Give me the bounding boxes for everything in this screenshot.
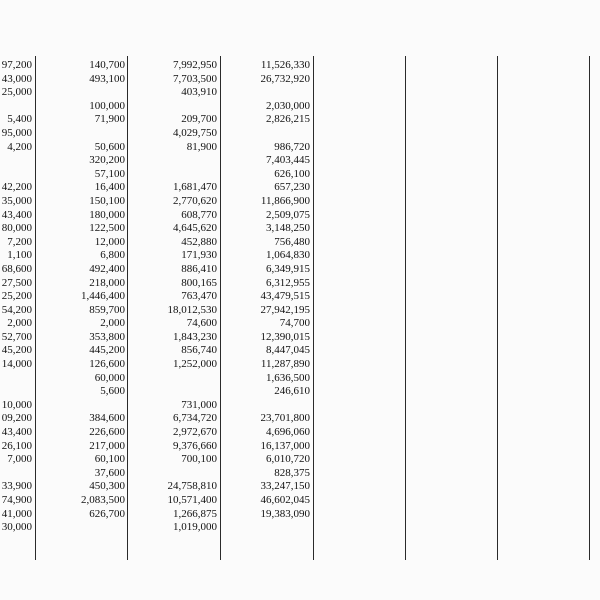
ledger-cell: 217,000	[89, 439, 125, 452]
column-rule	[497, 56, 498, 560]
ledger-cell: 14,000	[1, 358, 32, 371]
ledger-cell: 800,165	[181, 276, 217, 289]
ledger-cell: 2,826,215	[266, 113, 310, 126]
ledger-cell: 1,266,875	[173, 507, 217, 520]
column-rule	[589, 56, 590, 560]
ledger-cell: 2,000	[7, 317, 32, 330]
amount-column-3	[130, 59, 217, 535]
ledger-cell: 25,200	[1, 290, 32, 303]
ledger-cell	[222, 521, 310, 535]
ledger-cell: 763,470	[181, 290, 217, 303]
ledger-cell: 11,287,890	[260, 358, 310, 371]
ledger-cell: 886,410	[181, 262, 217, 275]
ledger-cell: 2,083,500	[81, 494, 125, 506]
ledger-cell	[130, 168, 217, 182]
ledger-cell: 18,012,530	[167, 303, 217, 316]
amount-column-1	[0, 59, 32, 535]
ledger-cell: 26,732,920	[260, 72, 310, 85]
ledger-cell: 1,019,000	[173, 521, 217, 534]
ledger-cell	[0, 154, 32, 168]
ledger-cell: 23,701,800	[260, 412, 310, 425]
ledger-cell: 43,400	[1, 426, 32, 439]
ledger-cell: 30,000	[1, 521, 32, 534]
ledger-cell: 731,000	[181, 398, 217, 411]
ledger-cell: 608,770	[181, 208, 217, 221]
ledger-cell: 1,100	[7, 249, 32, 262]
ledger-cell	[130, 154, 217, 168]
ledger-cell: 493,100	[89, 72, 125, 85]
ledger-cell: 16,137,000	[260, 439, 310, 452]
ledger-cell: 3,148,250	[266, 222, 310, 235]
ledger-cell: 126,600	[89, 358, 125, 371]
ledger-cell: 1,843,230	[173, 330, 217, 343]
ledger-cell: 828,375	[274, 466, 310, 479]
ledger-cell: 2,972,670	[173, 426, 217, 439]
ledger-cell: 71,900	[94, 113, 125, 126]
ledger-cell: 700,100	[181, 453, 217, 466]
ledger-cell: 657,230	[274, 181, 310, 194]
ledger-cell: 4,200	[7, 140, 32, 153]
ledger-cell: 09,200	[1, 412, 32, 425]
ledger-cell: 2,000	[100, 317, 125, 330]
ledger-cell: 41,000	[1, 507, 32, 520]
ledger-cell: 25,000	[1, 86, 32, 99]
ledger-cell	[222, 86, 310, 100]
ledger-cell: 2,030,000	[266, 99, 310, 112]
ledger-cell: 74,700	[279, 317, 310, 330]
ledger-cell: 68,600	[1, 262, 32, 275]
ledger-cell: 57,100	[94, 167, 125, 180]
ledger-cell: 6,349,915	[266, 262, 310, 275]
ledger-cell: 403,910	[181, 86, 217, 99]
ledger-cell: 37,600	[94, 466, 125, 479]
ledger-cell	[0, 467, 32, 481]
ledger-cell: 95,000	[1, 126, 32, 139]
ledger-cell: 9,376,660	[173, 439, 217, 452]
ledger-cell	[0, 372, 32, 386]
ledger-cell: 7,992,950	[173, 59, 217, 71]
ledger-cell	[40, 86, 125, 100]
ledger-cell: 626,700	[89, 507, 125, 520]
ledger-cell: 756,480	[274, 235, 310, 248]
ledger-cell: 45,200	[1, 344, 32, 357]
ledger-cell: 74,900	[1, 494, 32, 506]
ledger-cell: 4,645,620	[173, 222, 217, 235]
ledger-cell: 7,200	[7, 235, 32, 248]
ledger-cell: 150,100	[89, 194, 125, 207]
ledger-cell: 8,447,045	[266, 344, 310, 357]
ledger-cell	[0, 100, 32, 114]
ledger-cell: 180,000	[89, 208, 125, 221]
ledger-cell: 35,000	[1, 194, 32, 207]
ledger-cell	[130, 385, 217, 399]
ledger-cell: 7,403,445	[266, 154, 310, 167]
ledger-cell: 33,247,150	[260, 480, 310, 493]
ledger-cell: 246,610	[274, 385, 310, 398]
ledger-cell: 226,600	[89, 426, 125, 439]
ledger-cell: 81,900	[186, 140, 217, 153]
amount-column-2	[40, 59, 125, 535]
ledger-cell: 7,000	[7, 453, 32, 466]
ledger-cell: 10,000	[1, 398, 32, 411]
ledger-cell: 43,479,515	[260, 290, 310, 303]
ledger-cell: 10,571,400	[167, 494, 217, 506]
ledger-cell	[222, 127, 310, 141]
ledger-cell: 54,200	[1, 303, 32, 316]
ledger-cell: 6,010,720	[266, 453, 310, 466]
ledger-cell: 43,000	[1, 72, 32, 85]
ledger-cell: 320,200	[89, 154, 125, 167]
ledger-cell: 452,880	[181, 235, 217, 248]
amount-column-4	[222, 59, 310, 535]
ledger-cell: 5,400	[7, 113, 32, 126]
ledger-cell: 19,383,090	[260, 507, 310, 520]
ledger-cell: 1,446,400	[81, 290, 125, 303]
ledger-cell: 26,100	[1, 439, 32, 452]
ledger-cell: 2,509,075	[266, 208, 310, 221]
ledger-cell: 1,064,830	[266, 249, 310, 262]
ledger-cell: 859,700	[89, 303, 125, 316]
ledger-cell: 27,500	[1, 276, 32, 289]
ledger-cell: 80,000	[1, 222, 32, 235]
ledger-cell: 445,200	[89, 344, 125, 357]
ledger-cell: 6,800	[100, 249, 125, 262]
ledger-cell: 43,400	[1, 208, 32, 221]
ledger-cell: 52,700	[1, 330, 32, 343]
column-rule	[35, 56, 36, 560]
ledger-cell: 6,734,720	[173, 412, 217, 425]
ledger-cell: 450,300	[89, 480, 125, 493]
ledger-cell: 97,200	[1, 59, 32, 71]
ledger-cell: 626,100	[274, 167, 310, 180]
ledger-cell	[130, 467, 217, 481]
ledger-cell: 986,720	[274, 140, 310, 153]
ledger-cell: 50,600	[94, 140, 125, 153]
ledger-cell: 42,200	[1, 181, 32, 194]
ledger-cell	[0, 385, 32, 399]
ledger-cell: 856,740	[181, 344, 217, 357]
ledger-cell: 4,029,750	[173, 126, 217, 139]
ledger-cell: 384,600	[89, 412, 125, 425]
ledger-cell	[130, 100, 217, 114]
ledger-cell: 33,900	[1, 480, 32, 493]
ledger-cell: 5,600	[100, 385, 125, 398]
ledger-cell: 24,758,810	[167, 480, 217, 493]
ledger-cell: 46,602,045	[260, 494, 310, 506]
column-rule	[220, 56, 221, 560]
ledger-cell: 1,636,500	[266, 371, 310, 384]
ledger-cell: 4,696,060	[266, 426, 310, 439]
ledger-cell: 12,000	[94, 235, 125, 248]
ledger-cell: 16,400	[94, 181, 125, 194]
ledger-cell: 11,526,330	[260, 59, 310, 71]
ledger-cell: 1,681,470	[173, 181, 217, 194]
ledger-cell: 122,500	[89, 222, 125, 235]
ledger-cell	[130, 372, 217, 386]
ledger-cell: 6,312,955	[266, 276, 310, 289]
ledger-cell: 11,866,900	[260, 194, 310, 207]
ledger-cell: 60,000	[94, 371, 125, 384]
ledger-cell: 7,703,500	[173, 72, 217, 85]
ledger-cell: 2,770,620	[173, 194, 217, 207]
ledger-cell: 171,930	[181, 249, 217, 262]
ledger-cell: 353,800	[89, 330, 125, 343]
ledger-cell	[40, 399, 125, 413]
ledger-cell: 60,100	[94, 453, 125, 466]
column-rule	[313, 56, 314, 560]
ledger-cell: 492,400	[89, 262, 125, 275]
ledger-cell: 100,000	[89, 99, 125, 112]
column-rule	[405, 56, 406, 560]
ledger-cell	[222, 399, 310, 413]
ledger-cell: 1,252,000	[173, 358, 217, 371]
ledger-cell: 218,000	[89, 276, 125, 289]
ledger-cell: 209,700	[181, 113, 217, 126]
ledger-cell	[40, 521, 125, 535]
ledger-cell	[40, 127, 125, 141]
ledger-cell: 74,600	[186, 317, 217, 330]
ledger-cell	[0, 168, 32, 182]
ledger-cell: 140,700	[89, 59, 125, 71]
ledger-cell: 27,942,195	[260, 303, 310, 316]
ledger-cell: 12,390,015	[260, 330, 310, 343]
column-rule	[127, 56, 128, 560]
